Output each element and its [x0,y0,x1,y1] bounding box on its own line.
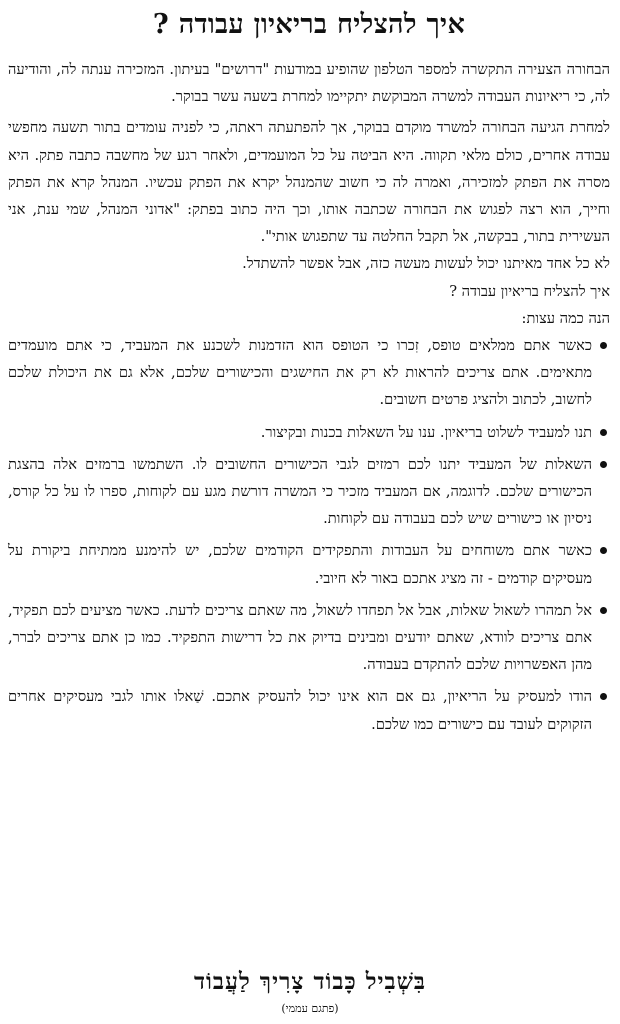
tip-text: כאשר אתם ממלאים טופס, זִכרו כי הטופס הוא הזדמנות לשכנע את המעביד, כי אתם מועמדים מתאימים. אתם צריכים להראות לא רק את החישגים והכישורים שלכם, אלא גם את היכולת שלכם לחשוב, לכתוב ולהציג פרטים חשובים. [8,337,592,409]
tips-intro: הנה כמה עצות: [521,309,610,327]
tip-text: אל תמהרו לשאול שאלות, אבל אל תפחדו לשאול, מה שאתם צריכים לדעת. כאשר מציעים לכם תפקיד, אתם צריכים לוודא, שאתם יודעים ומבינים בדיוק את כל דרישות התפקיד. כמו כן אתם צריכים לברר, מהן האפשרויות שלכם להתקדם בעבודה. [8,601,592,674]
story-paragraph-1: הבחורה הצעירה התקשרה למספר הטלפון שהופיע במודעות "דרושים" בעיתון. המזכירה ענתה לה, והודיעה לה, כי ריאיונות העבודה למשרה המבוקשת יתקיימו למחרת בשעה עשר בבוקר. [8,61,610,106]
tip-text: השאלות של המעביד יתנו לכם רמזים לגבי הכישורים החשובים לו. השתמשו ברמזים אלה בהצגת הכישורים שלכם. לדוגמה, אם המעביד מזכיר כי המשרה דורשת מגע עם לקוחות, ספרו לו על כל קורס, ניסיון או כישורים שיש לכם בעבודה עם לקוחות. [8,455,592,528]
page-title: איך להצליח בריאיון עבודה ? [152,9,466,40]
bullet-icon [600,547,607,554]
document-page [8,4,610,1020]
tip-text: כאשר אתם משוחחים על העבודות והתפקידים הקודמים שלכם, יש להימנע ממתיחת ביקורת על מעסיקים קודמים - זה מציג אתכם באור לא חיובי. [8,542,592,587]
bullet-icon [600,342,607,349]
proverb: בִּשְׁבִיל כָּבוֹד צָרִיךְ לַעֲבוֹד [193,968,427,995]
bullet-icon [600,461,607,468]
bullet-icon [600,693,607,700]
tip-text: תנו למעביד לשלוט בריאיון. ענו על השאלות בכנות ובקיצור. [260,423,592,441]
proverb-source: (פתגם עממי) [281,1002,339,1015]
list-item [8,451,610,533]
tips-list [8,332,610,738]
bullet-icon [600,429,607,436]
story-paragraph-2: למחרת הגיעה הבחורה למשרד מוקדם בבוקר, אך להפתעתה ראתה, כי לפניה עומדים בתור תשעה מחפשי עבודה אחרים, כולם מלאי תקווה. היא הביטה על כל המועמדים, ולאחר רגע של מחשבה כתבה פתק. היא מסרה את הפתק למזכירה, ואמרה לה כי חשוב שהמנהל יקרא את הפתק עכשיו. המנהל קרא את הפתק וחייך, הוא רצה לפגוש את הבחורה שכתבה אותו, וכך היה כתוב בפתק: "אדוני המנהל, שמי ענת, אני העשירית בתור, בבקשה, אל תקבל החלטה עד שתפגוש אותי". [8,119,610,246]
list-item [8,597,610,679]
list-item [8,332,610,414]
list-item [8,683,610,737]
bullet-icon [600,607,607,614]
list-item [8,537,610,591]
question-heading: איך להצליח בריאיון עבודה ? [449,282,610,300]
list-item [8,419,610,446]
closing-line: לא כל אחד מאיתנו יכול לעשות מעשה כזה, אבל אפשר להשתדל. [242,255,610,273]
article-body [8,56,610,738]
tip-text: הודו למעסיק על הריאיון, גם אם הוא אינו יכול להעסיק אתכם. שַׁאלו אותו לגבי מעסיקים אחרים הזקוקים לעובד עם כישורים כמו שלכם. [8,688,592,733]
